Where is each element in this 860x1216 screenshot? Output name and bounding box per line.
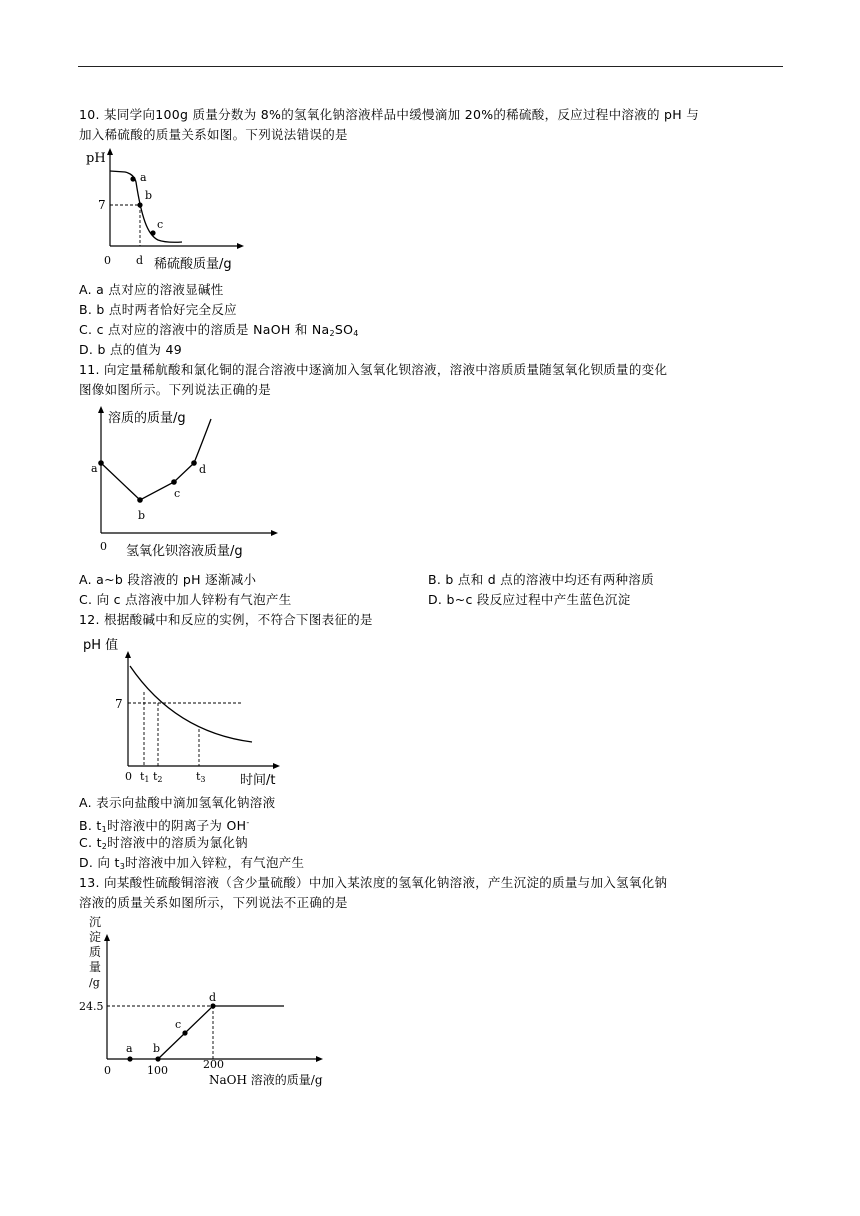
q12-option-c: C. $t_2$时溶液中的溶质为氯化钠: [79, 835, 248, 851]
q12-x-origin: 0: [125, 770, 132, 783]
q12-y-arrow: [125, 651, 131, 658]
q13-stem-line2: 溶液的质量关系如图所示，下列说法不正确的是: [79, 895, 348, 910]
q12-option-d: D. 向 $t_3$时溶液中加入锌粒，有气泡产生: [79, 855, 305, 871]
q10-option-a: A. a 点对应的溶液显碱性: [79, 282, 224, 297]
q11-y-label: 溶质的质量/g: [108, 411, 186, 426]
q13-x-tick-200: 200: [203, 1058, 224, 1071]
q10-label-c: c: [157, 218, 164, 231]
q13-y-label-ch5: /g: [89, 976, 100, 989]
q11-x-arrow: [271, 530, 278, 536]
q12-y-tick-7: 7: [115, 697, 123, 711]
q11-point-d: [191, 460, 197, 466]
q11-label-a: a: [91, 462, 98, 475]
q10-label-b: b: [145, 189, 153, 202]
q11-label-c: c: [174, 487, 181, 500]
q11-label-d: d: [199, 463, 207, 476]
q10-ph-figure: [80, 146, 260, 276]
q12-x-tick-t3: t3: [196, 770, 206, 784]
q13-point-b: [155, 1056, 160, 1061]
q13-x-label: NaOH 溶液的质量/g: [209, 1073, 323, 1087]
q10-y-arrow: [107, 148, 113, 155]
q11-solute-figure: [88, 403, 288, 565]
q11-point-a: [98, 460, 104, 466]
q13-x-tick-100: 100: [147, 1064, 168, 1077]
q11-stem-line1: 11. 向定量稀航酸和氯化铜的混合溶液中逐滴加入氢氧化钡溶液，溶液中溶质质量随氢氧化钡质量的变化: [79, 362, 668, 377]
q10-point-c: [150, 230, 155, 235]
q13-label-a: a: [126, 1042, 133, 1055]
q13-point-a: [127, 1056, 132, 1061]
q11-option-c: C. 向 c 点溶液中加人锌粉有气泡产生: [79, 592, 292, 607]
q13-label-c: c: [175, 1018, 182, 1031]
q11-stem-line2: 图像如图所示。下列说法正确的是: [79, 382, 272, 397]
q12-x-label: 时间/t: [240, 773, 276, 788]
q11-point-c: [171, 479, 177, 485]
q13-stem-line1: 13. 向某酸性硫酸铜溶液（含少量硫酸）中加入某浓度的氢氧化钠溶液，产生沉淀的质量与加入氢氧化钠: [79, 875, 668, 890]
q12-y-label: pH 值: [83, 638, 119, 653]
q10-y-label: pH: [86, 151, 106, 166]
q13-x-arrow: [316, 1056, 323, 1062]
q11-option-b: B. b 点和 d 点的溶液中均还有两种溶质: [428, 572, 654, 587]
q13-precipitate-line: [158, 1006, 284, 1059]
q13-point-d: [210, 1003, 215, 1008]
q12-option-a: A. 表示向盐酸中滴加氢氧化钠溶液: [79, 795, 276, 810]
q11-y-arrow: [98, 406, 104, 413]
q10-label-a: a: [140, 171, 147, 184]
q11-point-b: [137, 497, 143, 503]
q11-x-label: 氢氧化钡溶液质量/g: [126, 544, 243, 559]
q10-y-tick-7: 7: [98, 198, 106, 212]
q10-stem-line1: 10. 某同学向100g 质量分数为 8%的氢氧化钠溶液样品中缓慢滴加 20%的稀硫酸，反应过程中溶液的 pH 与: [79, 107, 700, 122]
q13-y-label-ch1: 沉: [89, 915, 102, 929]
q12-ph-curve: [130, 666, 252, 742]
q13-y-label-ch2: 淀: [89, 930, 102, 944]
q13-y-label-ch3: 质: [89, 945, 102, 959]
q10-option-b: B. b 点时两者恰好完全反应: [79, 302, 237, 317]
q10-option-c: C. c 点对应的溶液中的溶质是 NaOH 和 $Na_2SO_4$: [79, 322, 359, 338]
q10-x-origin: 0: [104, 254, 111, 267]
q13-point-c: [182, 1030, 187, 1035]
q10-x-label: 稀硫酸质量/g: [154, 257, 232, 272]
q13-label-b: b: [153, 1042, 161, 1055]
q12-stem-line1: 12. 根据酸碱中和反应的实例，不符合下图表征的是: [79, 612, 373, 627]
q10-point-a: [130, 176, 135, 181]
q11-label-b: b: [138, 509, 146, 522]
q10-stem-line2: 加入稀硫酸的质量关系如图。下列说法错误的是: [79, 127, 348, 142]
q11-option-d: D. b~c 段反应过程中产生蓝色沉淀: [428, 592, 631, 607]
q13-y-arrow: [104, 934, 110, 941]
q12-option-b: B. $t_1$时溶液中的阴离子为 OH-: [79, 818, 250, 834]
q11-x-origin: 0: [100, 540, 107, 553]
q12-x-tick-t2: t2: [153, 770, 163, 784]
q11-solute-curve-tail: [194, 419, 211, 463]
q13-label-d: d: [209, 991, 217, 1004]
q13-precipitate-figure: [76, 912, 336, 1090]
header-rule: [78, 66, 783, 67]
q10-x-tick-d: d: [136, 254, 144, 267]
q12-ph-time-figure: [80, 632, 290, 790]
q12-x-arrow: [273, 763, 280, 769]
q12-x-tick-t1: t1: [140, 770, 150, 784]
q10-x-arrow: [237, 243, 244, 249]
q11-option-a: A. a~b 段溶液的 pH 逐渐减小: [79, 572, 257, 587]
q13-y-label-ch4: 量: [89, 960, 102, 974]
q13-x-origin: 0: [104, 1064, 111, 1077]
q10-option-d: D. b 点的值为 49: [79, 342, 182, 357]
q10-point-b: [137, 202, 142, 207]
q13-y-tick-24-5: 24.5: [79, 1000, 104, 1013]
